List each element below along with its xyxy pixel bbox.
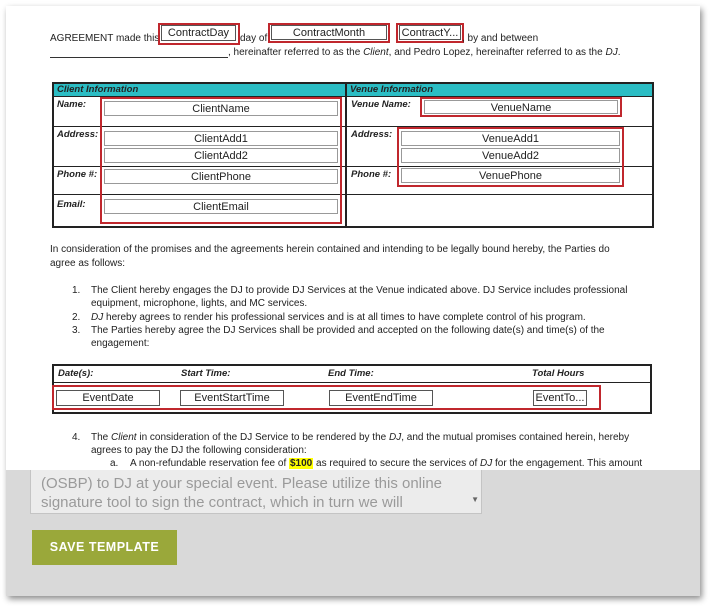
client-phone-field[interactable]: ClientPhone	[104, 169, 338, 184]
list-item1-line2: equipment, microphone, lights, and MC services.	[91, 298, 308, 309]
list-item3-number: 3.	[72, 325, 81, 336]
list-item4-sub-a-text: A non-refundable reservation fee of $100 as required to secure the services of DJ for the engagement. This amount	[130, 458, 643, 469]
event-total-hours-field[interactable]: EventTo...	[533, 390, 587, 406]
contract-month-field[interactable]: ContractMonth	[271, 25, 387, 40]
textarea-line-1: (OSBP) to DJ at your special event. Please utilize this online	[41, 475, 443, 492]
agreement-prefix: AGREEMENT made this	[50, 33, 160, 44]
agreement-by-and-between: , by and between	[462, 33, 539, 44]
contract-day-field[interactable]: ContractDay	[161, 25, 236, 41]
venue-address1-field[interactable]: VenueAdd1	[401, 131, 620, 146]
template-message-textarea[interactable]	[30, 470, 482, 514]
list-item1-number: 1.	[72, 285, 81, 296]
agreement-line2-text: , hereinafter referred to as the Client, and Pedro Lopez, hereinafter referred to as the DJ.	[228, 47, 621, 58]
venue-address2-field[interactable]: VenueAdd2	[401, 148, 620, 163]
client-name-blank-line	[50, 57, 228, 58]
event-table-rule	[54, 382, 650, 383]
consideration-line2: agree as follows:	[50, 258, 126, 269]
client-info-header: Client Information	[54, 84, 345, 96]
contract-year-field[interactable]: ContractY...	[399, 25, 461, 40]
client-name-label: Name:	[57, 99, 87, 110]
list-item3-line1: The Parties hereby agree the DJ Services shall be provided and accepted on the following date(s) and time(s) of the	[91, 325, 605, 336]
save-template-button[interactable]: SAVE TEMPLATE	[32, 530, 177, 565]
venue-phone-label: Phone #:	[351, 169, 392, 180]
venue-phone-field[interactable]: VenuePhone	[401, 168, 620, 183]
venue-row-rule-3	[347, 194, 652, 195]
event-date-label: Date(s):	[58, 368, 94, 379]
template-editor-area	[6, 470, 700, 596]
venue-address-label: Address:	[351, 129, 393, 140]
list-item4-line1: The Client in consideration of the DJ Service to be rendered by the DJ, and the mutual promises contained herein, hereby	[91, 432, 630, 443]
event-start-time-field[interactable]: EventStartTime	[180, 390, 284, 406]
list-item1-line1: The Client hereby engages the DJ to provide DJ Services at the Venue indicated above. DJ Service includes professional	[91, 285, 628, 296]
venue-name-label: Venue Name:	[351, 99, 411, 110]
event-end-time-field[interactable]: EventEndTime	[329, 390, 433, 406]
client-email-label: Email:	[57, 199, 86, 210]
scroll-down-icon[interactable]: ▼	[471, 495, 479, 504]
client-address2-field[interactable]: ClientAdd2	[104, 148, 338, 163]
client-address-label: Address:	[57, 129, 99, 140]
venue-name-field[interactable]: VenueName	[424, 100, 618, 114]
venue-info-header: Venue Information	[347, 84, 652, 96]
table-divider	[345, 84, 347, 226]
screenshot-frame	[6, 6, 700, 596]
client-name-field[interactable]: ClientName	[104, 101, 338, 116]
list-item2-number: 2.	[72, 312, 81, 323]
contract-document-preview	[6, 6, 700, 470]
agreement-day-of: day of	[240, 33, 268, 44]
event-total-label: Total Hours	[532, 368, 585, 379]
reservation-fee-highlight: $100	[290, 458, 313, 469]
client-email-field[interactable]: ClientEmail	[104, 199, 338, 214]
event-start-label: Start Time:	[181, 368, 231, 379]
client-phone-label: Phone #:	[57, 169, 98, 180]
list-item3-line2: engagement:	[91, 338, 150, 349]
list-item2-text: DJ hereby agrees to render his professional services and is at all times to have complete control of his program.	[91, 312, 586, 323]
client-address1-field[interactable]: ClientAdd1	[104, 131, 338, 146]
textarea-line-2: signature tool to sign the contract, which in turn we will	[41, 494, 403, 511]
list-item4-line2: agrees to pay the DJ the following consideration:	[91, 445, 307, 456]
event-end-label: End Time:	[328, 368, 374, 379]
list-item4-number: 4.	[72, 432, 81, 443]
consideration-line1: In consideration of the promises and the agreements herein contained and intending to be legally bound hereby, the Parties do	[50, 244, 610, 255]
list-item4-sub-a-label: a.	[110, 458, 119, 469]
event-date-field[interactable]: EventDate	[56, 390, 160, 406]
